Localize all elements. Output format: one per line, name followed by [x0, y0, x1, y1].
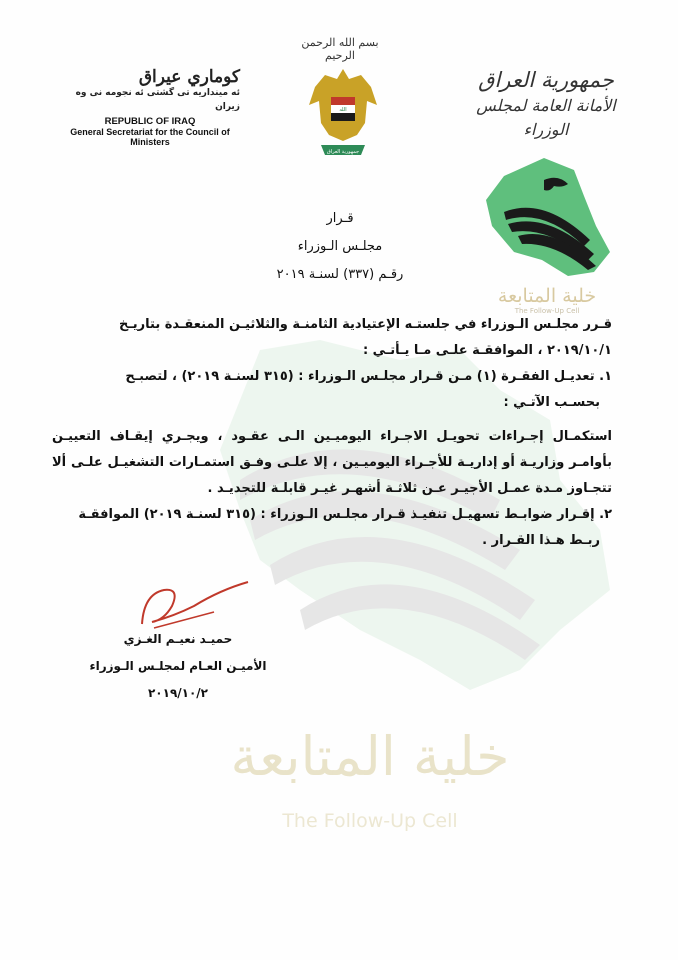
header-left-block — [60, 68, 240, 147]
item-1-line-1: ١. تعديـل الفقـرة (١) مـن قـرار مجلـس الـوزراء : (٣١٥ لسنـة ٢٠١٩) ، لتصبـح — [125, 369, 612, 384]
arabic-body: الأمانة العامة لمجلس الوزراء — [476, 96, 616, 139]
svg-text:الله: الله — [339, 107, 347, 113]
follow-up-cell-map-logo-icon — [484, 156, 612, 280]
bismillah: بسم الله الرحمن الرحيم — [301, 36, 379, 62]
decision-number: رقـم (٣٣٧) لسنـة ٢٠١٩ — [276, 267, 404, 282]
cell-logo-arabic: خلية المتابعة — [497, 285, 597, 307]
english-country: REPUBLIC OF IRAQ — [104, 116, 196, 127]
emblem-caption: جمهورية العراق — [326, 149, 360, 155]
signatory-title: الأميـن العـام لمجلـس الـوزراء — [89, 659, 267, 673]
watermark-arabic: خلية المتابعة — [230, 725, 510, 788]
watermark-english: The Follow-Up Cell — [282, 810, 458, 832]
signature-date: ٢٠١٩/١٠/٢ — [147, 686, 209, 700]
kurdish-subtitle: ئه مینداریه تی گشتی ئه نجومه نی وه زیران — [75, 88, 240, 112]
header-right-block — [466, 66, 626, 142]
item-2-line-1: ٢. إقـرار ضوابـط تسهيـل تنفيـذ قـرار مجلـس الـوزراء : (٣١٥ لسنـة ٢٠١٩) الموافقـة — [78, 507, 612, 522]
iraq-emblem-icon — [307, 65, 379, 165]
decision-title-block — [240, 205, 440, 289]
decision-body — [52, 312, 612, 554]
item-1-line-2: بحسـب الآتـي : — [503, 395, 600, 410]
follow-up-cell-logo — [497, 285, 597, 315]
signatory-name: حميـد نعيـم الغـزي — [123, 632, 233, 646]
english-body: General Secretariat for the Council of Ministers — [70, 127, 230, 147]
intro-line-1: قـرر مجلـس الـوزراء في جلستـه الإعتيادية الثامنـة والثلاثيـن المنعقـدة بتاريـخ — [118, 317, 612, 332]
kurdish-title: كوماري عيراق — [138, 67, 240, 87]
decision-council: مجلـس الـوزراء — [297, 239, 383, 254]
item-1-text: استكمـال إجـراءات تحويـل الاجـراء اليوميـين الـى عقـود ، ويجـري إيقـاف التعييـن بأوامـر وزاريـة أو إداريـة للأجـراء اليوميـين ، إلا علـى وفـق استمـارات التشغيـل علـى ألا تتجـاوز مـدة عمـل الأجيـر عـن ثلاثـة أشهـر غيـر قابلـة للتجديـد . — [52, 429, 612, 496]
decision-label: قـرار — [326, 211, 354, 226]
item-2-line-2: ربـط هـذا القـرار . — [482, 533, 600, 548]
cell-logo-english: The Follow-Up Cell — [514, 307, 580, 315]
arabic-country: جمهورية العراق — [478, 68, 614, 92]
intro-line-2: ٢٠١٩/١٠/١ ، الموافقـة علـى مـا يـأتـي : — [362, 343, 612, 358]
signature-block — [88, 626, 268, 707]
